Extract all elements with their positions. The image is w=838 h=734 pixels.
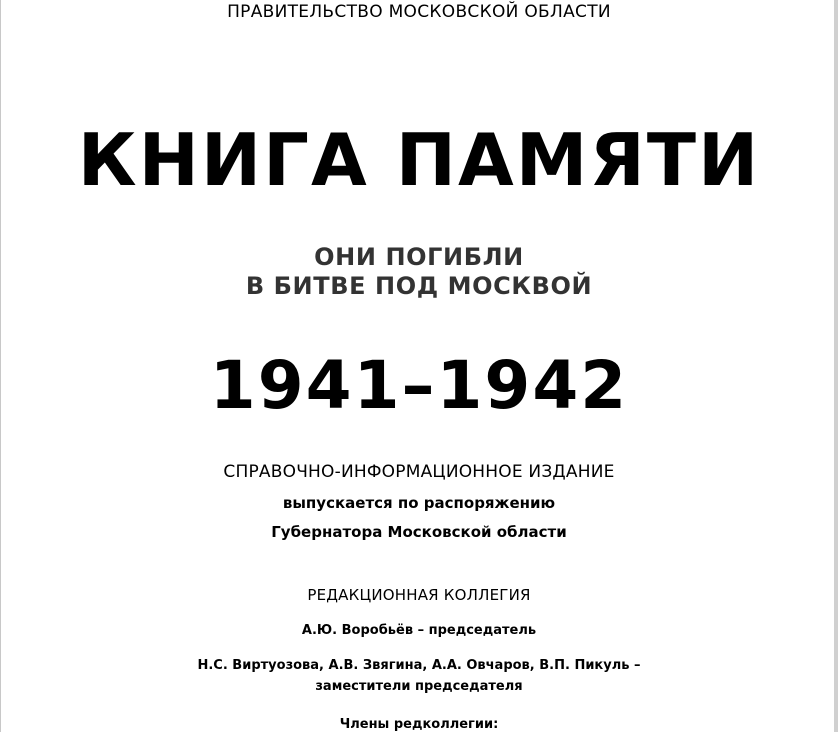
editorial-board-deputies: Н.С. Виртуозова, А.В. Звягина, А.А. Овчаров, В.П. Пикуль – [197,658,641,673]
years-range: 1941–1942 [209,347,629,424]
editorial-board-deputies-role: заместители председателя [315,679,523,694]
issued-by-line-2: Губернатора Московской области [271,523,567,541]
editorial-board-chairman: А.Ю. Воробьёв – председатель [301,623,537,638]
editorial-board-heading: РЕДАКЦИОННАЯ КОЛЛЕГИЯ [307,586,531,604]
subtitle-line-2: В БИТВЕ ПОД МОСКВОЙ [245,272,593,300]
issued-by-line-1: выпускается по распоряжению [282,494,556,512]
subtitle-line-1: ОНИ ПОГИБЛИ [314,243,524,271]
edition-type: СПРАВОЧНО-ИНФОРМАЦИОННОЕ ИЗДАНИЕ [223,462,615,482]
editorial-board-members-heading: Члены редколлегии: [339,717,499,732]
book-title: КНИГА ПАМЯТИ [77,118,761,202]
government-header: ПРАВИТЕЛЬСТВО МОСКОВСКОЙ ОБЛАСТИ [227,2,611,22]
